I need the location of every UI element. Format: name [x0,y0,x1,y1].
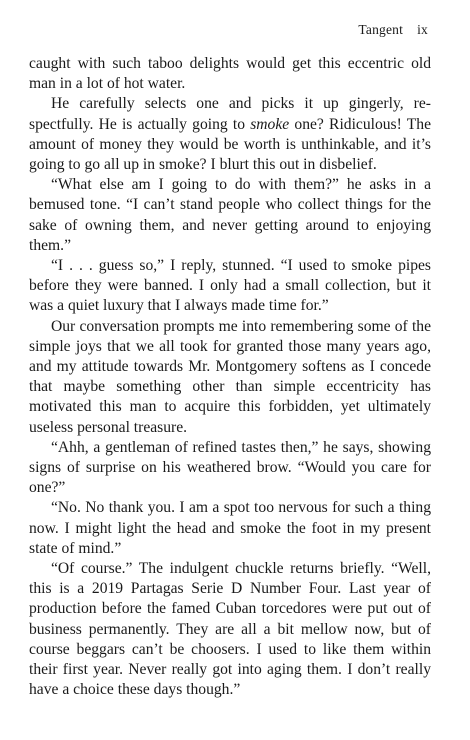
paragraph [29,256,431,317]
body-text [29,54,431,701]
running-title: Tangent [358,22,404,37]
emphasized-text: smoke [250,115,290,133]
paragraph-text: Our conversation prompts me into remembering some of the simple joys that we all took for granted those many years ago, and my attitude towards Mr. Montgomery softens as I concede that maybe something other than simple eccentricity has motivated this man to acquire this forbidden, yet ultimately useless personal treasure. [29,317,431,436]
paragraph-text: caught with such taboo delights would get this eccentric old man in a lot of hot water. [29,55,431,93]
paragraph-text: He carefully selects one and picks it up gingerly, respectfully. He is actually going to [29,95,431,133]
paragraph-text: “No. No thank you. I am a spot too nervous for such a thing now. I might light the head and smoke the foot in my present state of mind.” [29,499,431,557]
paragraph [29,94,431,175]
paragraph [29,54,431,94]
paragraph-text: “What else am I going to do with them?” he asks in a bemused tone. “I can’t stand people who collect things for the sake of owning them, and never getting around to enjoying them.” [29,176,431,254]
paragraph [29,438,431,499]
paragraph [29,559,431,700]
paragraph-text: “Ahh, a gentleman of refined tastes then,” he says, showing signs of surprise on his weathered brow. “Would you care for one?” [29,438,431,497]
paragraph-text: one? Ridiculous! The amount of money they would be worth is unthinkable, and it’s going to go all up in smoke? I blurt this out in disbelief. [29,115,431,174]
page-number: ix [417,22,428,37]
paragraph [29,175,431,256]
paragraph-text: “I . . . guess so,” I reply, stunned. “I used to smoke pipes before they were banned. I only had a small collection, but it was a quiet luxury that I always made time for.” [29,257,431,315]
running-head [358,22,428,38]
paragraph-text: “Of course.” The indulgent chuckle returns briefly. “Well, this is a 2019 Partagas Serie D Number Four. Last year of production before the famed Cuban torcedores were put out of business permanently. They are all a bit mellow now, but of course beggars can’t be choosers. I used to like them within their first year. Never really got into aging them. I don’t really have a choice these days though.” [29,560,431,699]
paragraph [29,498,431,559]
paragraph [29,317,431,438]
